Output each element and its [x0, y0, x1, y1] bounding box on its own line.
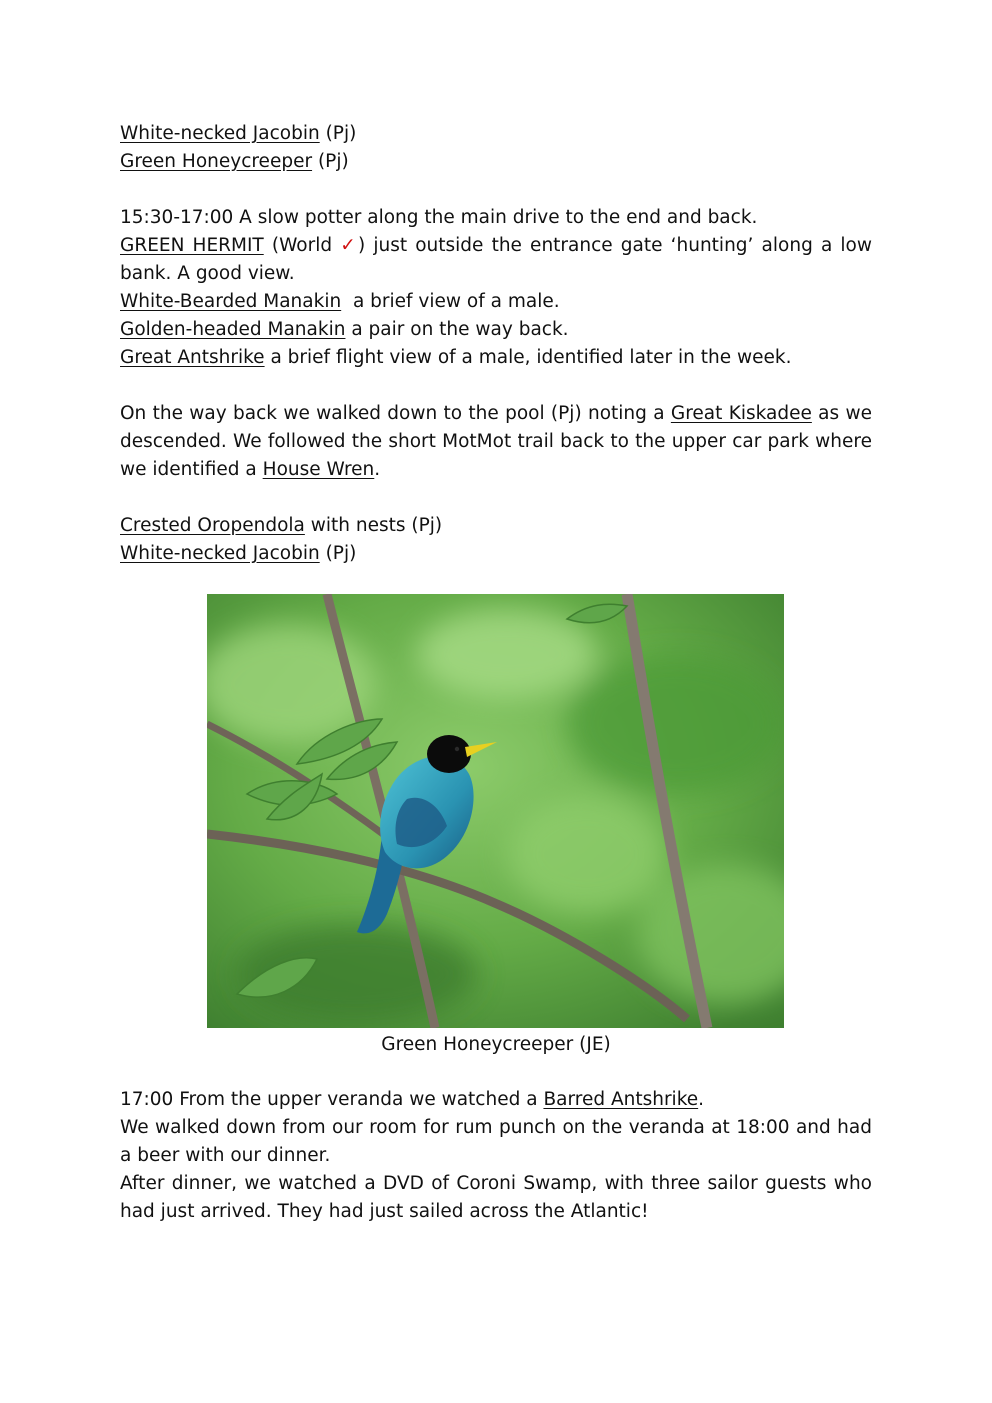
checkmark-icon: ✓: [340, 235, 358, 256]
veranda-line: 17:00 From the upper veranda we watched a Barred Antshrike.: [120, 1089, 705, 1110]
species-name: House Wren: [262, 459, 375, 480]
species-name: Golden-headed Manakin: [120, 319, 346, 340]
list-item: Crested Oropendola with nests (Pj): [120, 515, 443, 536]
species-note: (Pj): [325, 123, 357, 144]
species-name: GREEN HERMIT: [120, 235, 264, 256]
pool-line-1: On the way back we walked down to the pool (Pj) noting a Great Kiskadee as we: [120, 403, 872, 424]
list-item: [120, 148, 872, 176]
list-item: White-necked Jacobin (Pj): [120, 543, 357, 564]
time-intro: 15:30-17:00 A slow potter along the main drive to the end and back.: [120, 207, 758, 228]
species-note: (Pj): [317, 151, 349, 172]
list-item: Great Antshrike a brief flight view of a male, identified later in the week.: [120, 347, 792, 368]
list-item: Golden-headed Manakin a pair on the way back.: [120, 319, 569, 340]
species-name: Green Honeycreeper: [120, 151, 313, 172]
species-name: Barred Antshrike: [543, 1089, 699, 1110]
photo-caption: Green Honeycreeper (JE): [381, 1034, 611, 1055]
green-honeycreeper-photo: [207, 594, 784, 1028]
document-body: [120, 120, 872, 568]
evening-section: [120, 1086, 872, 1226]
species-name: White-necked Jacobin: [120, 123, 320, 144]
species-name: White-Bearded Manakin: [120, 291, 342, 312]
species-name: Crested Oropendola: [120, 515, 305, 536]
list-item: White-Bearded Manakin a brief view of a male.: [120, 291, 560, 312]
bird-photo: [207, 594, 784, 1028]
pool-line-2: descended. We followed the short MotMot trail back to the upper car park where: [120, 431, 872, 452]
rum-punch-para: We walked down from our room for rum punch on the veranda at 18:00 and had a beer with our dinner.: [120, 1117, 872, 1166]
pool-line-3: we identified a House Wren.: [120, 459, 381, 480]
hermit-cont: bank. A good view.: [120, 263, 295, 284]
list-item: [120, 120, 872, 148]
species-name: White-necked Jacobin: [120, 543, 320, 564]
species-name: Great Antshrike: [120, 347, 265, 368]
species-name: Great Kiskadee: [670, 403, 812, 424]
dinner-para: After dinner, we watched a DVD of Coroni Swamp, with three sailor guests who had just arrived. They had just sailed across the Atlantic!: [120, 1173, 872, 1222]
hermit-line: GREEN HERMIT (World ✓) just outside the entrance gate ‘hunting’ along a low: [120, 235, 872, 256]
